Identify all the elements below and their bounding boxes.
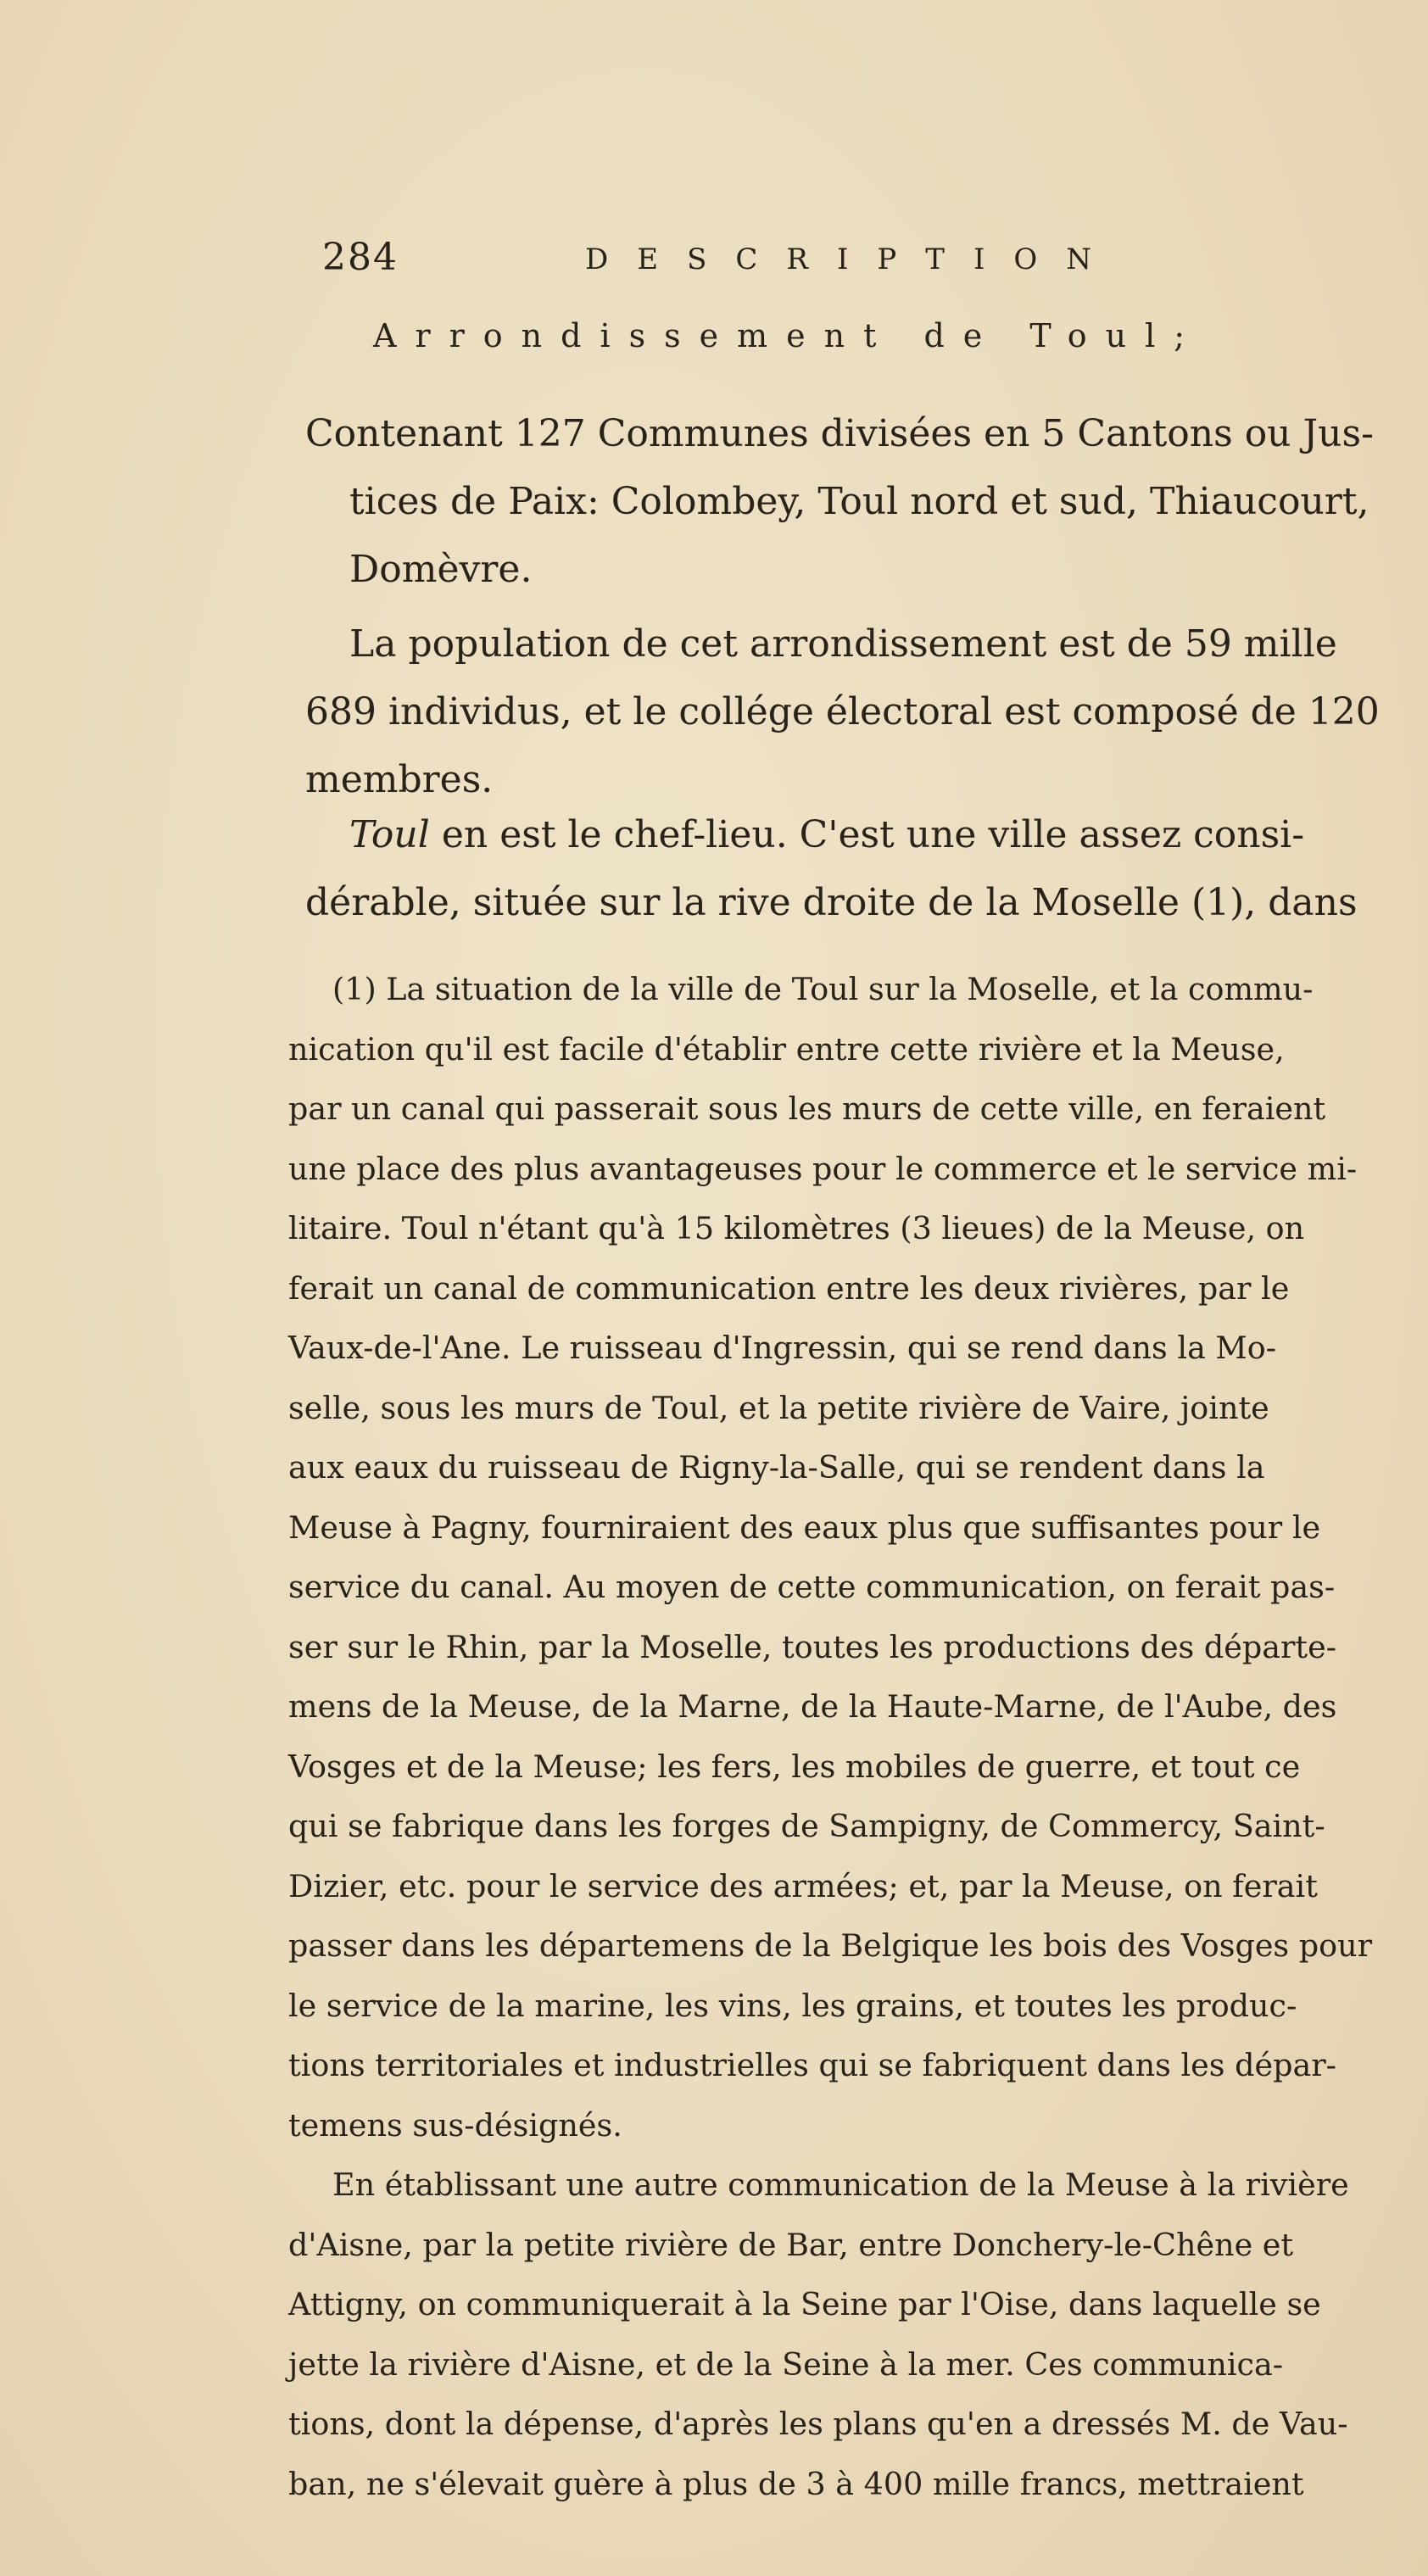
footnote-line: Vaux-de-l'Ane. Le ruisseau d'Ingressin, qui se rend dans la Mo- [288, 1330, 1277, 1366]
footnote-line: Vosges et de la Meuse; les fers, les mobiles de guerre, et tout ce [288, 1748, 1301, 1785]
chef-lieu-paragraph [305, 801, 1408, 937]
footnote-line: Dizier, etc. pour le service des armées; et, par la Meuse, on ferait [288, 1867, 1318, 1904]
footnote-line: le service de la marine, les vins, les grains, et toutes les produc- [288, 1987, 1297, 2024]
footnote-line: mens de la Meuse, de la Marne, de la Haute-Marne, de l'Aube, des [288, 1688, 1337, 1725]
footnote-line: une place des plus avantageuses pour le commerce et le service mi- [288, 1150, 1358, 1187]
toul-italic: Toul [349, 813, 430, 856]
footnote-line: selle, sous les murs de Toul, et la petite rivière de Vaire, jointe [288, 1389, 1269, 1426]
footnote-line: jette la rivière d'Aisne, et de la Seine à la mer. Ces communica- [288, 2345, 1284, 2383]
footnote-line: par un canal qui passerait sous les murs de cette ville, en feraient [288, 1090, 1326, 1127]
footnote-line: Attigny, on communiquerait à la Seine par l'Oise, dans laquelle se [288, 2286, 1321, 2322]
page-header [322, 236, 1170, 287]
population-line: membres. [305, 758, 494, 801]
footnote-line: tions territoriales et industrielles qui se fabriquent dans les dépar- [288, 2047, 1336, 2083]
intro-line: Contenant 127 Communes divisées en 5 Cantons ou Jus- [305, 412, 1374, 455]
footnote-line: ban, ne s'élevait guère à plus de 3 à 400 mille francs, mettraient [288, 2465, 1304, 2502]
population-line: La population de cet arrondissement est de 59 mille [349, 622, 1337, 666]
footnote-line: service du canal. Au moyen de cette communication, on ferait pas- [288, 1569, 1336, 1605]
population-line: 689 individus, et le collége électoral est composé de 120 [305, 690, 1380, 733]
footnote-line: (1) La situation de la ville de Toul sur la Moselle, et la commu- [332, 971, 1314, 1007]
section-title: Arrondissement de Toul; [373, 317, 1204, 354]
footnote-line: En établissant une autre communication de la Meuse à la rivière [332, 2166, 1349, 2203]
footnote-line: tions, dont la dépense, d'après les plans qu'en a dressés M. de Vau- [288, 2406, 1348, 2442]
footnote-line: aux eaux du ruisseau de Rigny-la-Salle, qui se rendent dans la [288, 1449, 1265, 1486]
intro-line: tices de Paix: Colombey, Toul nord et sud, Thiaucourt, [349, 480, 1369, 523]
footnote-line: Meuse à Pagny, fourniraient des eaux plus que suffisantes pour le [288, 1508, 1321, 1546]
footnote-line: temens sus-désignés. [288, 2106, 622, 2144]
intro-line: Domèvre. [349, 548, 533, 591]
footnote-line: ser sur le Rhin, par la Moselle, toutes les productions des départe- [288, 1628, 1337, 1665]
footnote-line: ferait un canal de communication entre les deux rivières, par le [288, 1269, 1290, 1307]
footnote [288, 960, 1408, 2514]
footnote-line: litaire. Toul n'étant qu'à 15 kilomètres (3 lieues) de la Meuse, on [288, 1210, 1305, 1246]
chef-lieu-line: dérable, située sur la rive droite de la Moselle (1), dans [305, 881, 1358, 924]
population-paragraph [305, 611, 1408, 814]
chef-lieu-line-text: en est le chef-lieu. C'est une ville assez consi- [429, 813, 1305, 856]
footnote-line: d'Aisne, par la petite rivière de Bar, entre Donchery-le-Chêne et [288, 2226, 1294, 2263]
intro-paragraph [305, 400, 1408, 604]
footnote-line: qui se fabrique dans les forges de Sampigny, de Commercy, Saint- [288, 1808, 1325, 1844]
footnote-line: passer dans les départemens de la Belgique les bois des Vosges pour [288, 1927, 1373, 1964]
page-number: 284 [322, 236, 399, 279]
running-head: DESCRIPTION [585, 243, 1121, 276]
footnote-line: nication qu'il est facile d'établir entre cette rivière et la Meuse, [288, 1030, 1285, 1068]
chef-lieu-line [305, 801, 1408, 869]
